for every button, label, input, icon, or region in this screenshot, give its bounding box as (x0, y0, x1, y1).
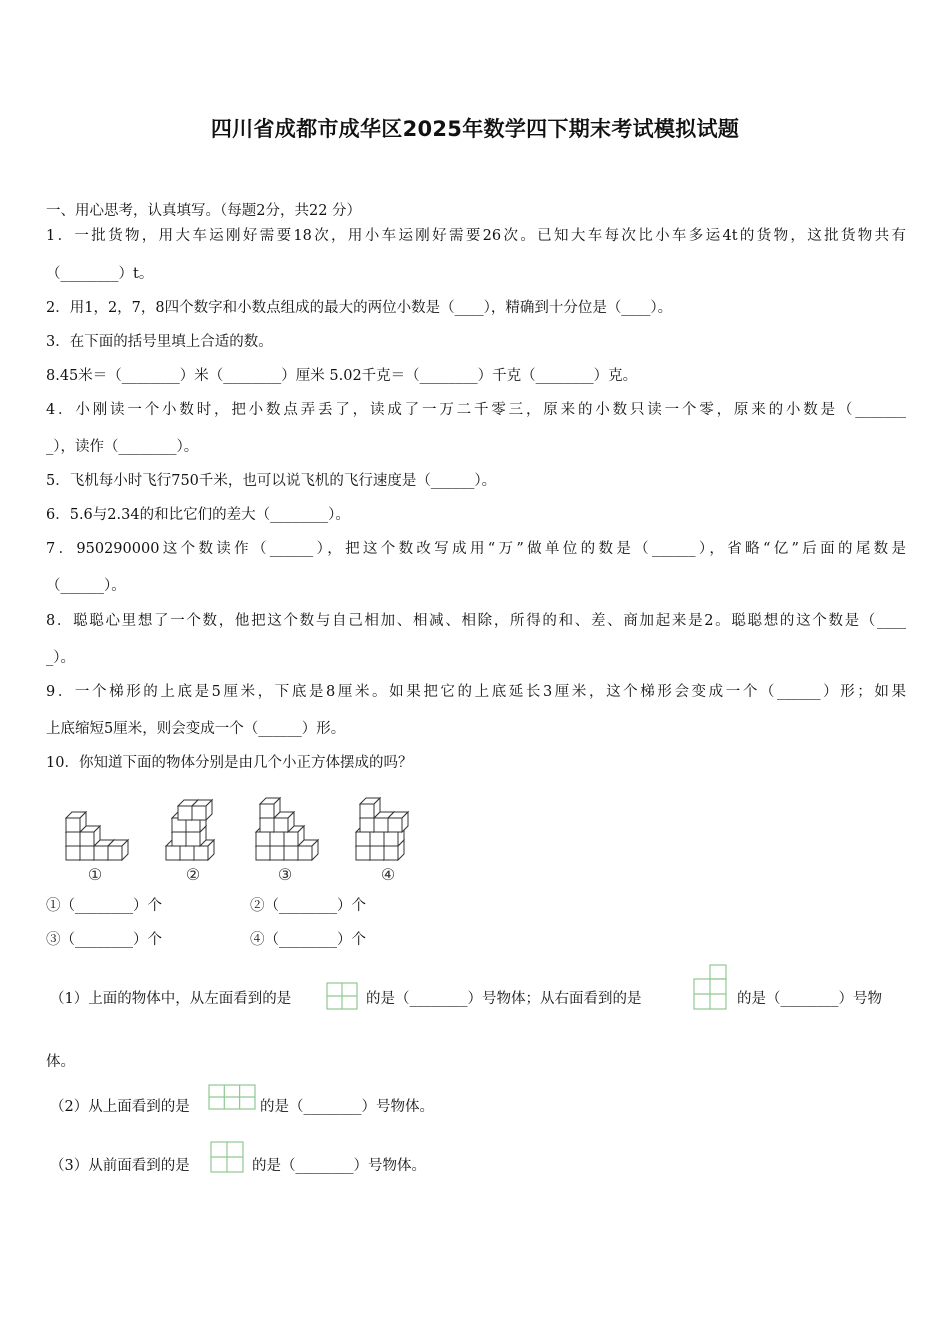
subquestion-3-part-a: （3）从前面看到的是 (50, 1158, 190, 1174)
question-7-line-2: （______）。 (46, 578, 126, 594)
question-10: 10．你知道下面的物体分别是由几个小正方体摆成的吗？ (46, 755, 413, 771)
answer-3: ③（________）个 (46, 932, 162, 948)
question-1-line-2: （________）t。 (46, 266, 154, 282)
cube-figure-2 (166, 800, 214, 860)
section-heading: 一、用心思考，认真填写。（每题2分，共22 分） (46, 203, 362, 219)
question-8-line-2: _）。 (46, 650, 75, 666)
question-2: 2．用1，2，7，8四个数字和小数点组成的最大的两位小数是（____），精确到十分位是（____）。 (46, 300, 673, 316)
front-view-diagram (210, 1141, 244, 1173)
question-3-line-2: 8.45米＝（________）米（________）厘米 5.02千克＝（________）千克（________）克。 (46, 368, 638, 384)
subquestion-1-part-b: 的是（________）号物体；从右面看到的是 (366, 991, 642, 1007)
cube-figures (60, 790, 420, 890)
cube-figure-3 (256, 798, 318, 860)
figure-label-1: ① (87, 865, 103, 884)
question-9-line-2: 上底缩短5厘米，则会变成一个（______）形。 (46, 721, 346, 737)
answer-1: ①（________）个 (46, 898, 162, 914)
left-view-diagram (326, 982, 358, 1010)
figure-label-4: ④ (380, 865, 396, 884)
subquestion-3-part-b: 的是（________）号物体。 (252, 1158, 426, 1174)
page-title: 四川省成都市成华区2025年数学四下期末考试模拟试题 (210, 117, 740, 141)
subquestion-2-part-a: （2）从上面看到的是 (50, 1099, 190, 1115)
subquestion-2-part-b: 的是（________）号物体。 (260, 1099, 434, 1115)
subquestion-1-part-d: 体。 (46, 1054, 75, 1070)
question-5: 5．飞机每小时飞行750千米，也可以说飞机的飞行速度是（______）。 (46, 473, 497, 489)
figure-label-2: ② (185, 865, 201, 884)
question-8-line-1: 8．聪聪心里想了一个数，他把这个数与自己相加、相减、相除，所得的和、差、商加起来是2。聪聪想的这个数是（____ (46, 613, 906, 629)
question-4-line-1: 4．小刚读一个小数时，把小数点弄丢了，读成了一万二千零三，原来的小数只读一个零，原来的小数是（_______ (46, 402, 906, 418)
right-view-diagram (693, 964, 727, 1010)
answer-2: ②（________）个 (250, 898, 366, 914)
answer-4: ④（________）个 (250, 932, 366, 948)
question-9-line-1: 9．一个梯形的上底是5厘米，下底是8厘米。如果把它的上底延长3厘米，这个梯形会变成一个（______）形；如果 (46, 684, 906, 700)
top-view-diagram (208, 1084, 256, 1110)
figure-label-3: ③ (277, 865, 293, 884)
cube-figure-1 (66, 812, 128, 860)
question-6: 6．5.6与2.34的和比它们的差大（________）。 (46, 507, 350, 523)
question-4-line-2: _），读作（________）。 (46, 439, 199, 455)
question-3-line-1: 3．在下面的括号里填上合适的数。 (46, 334, 273, 350)
subquestion-1-part-c: 的是（________）号物 (737, 991, 882, 1007)
question-1-line-1: 1．一批货物，用大车运刚好需要18次，用小车运刚好需要26次。已知大车每次比小车多运4t的货物，这批货物共有 (46, 228, 906, 244)
cube-figure-4 (356, 798, 408, 860)
subquestion-1-part-a: （1）上面的物体中，从左面看到的是 (50, 991, 292, 1007)
question-7-line-1: 7．950290000这个数读作（______），把这个数改写成用“万”做单位的数是（______），省略“亿”后面的尾数是 (46, 541, 906, 557)
